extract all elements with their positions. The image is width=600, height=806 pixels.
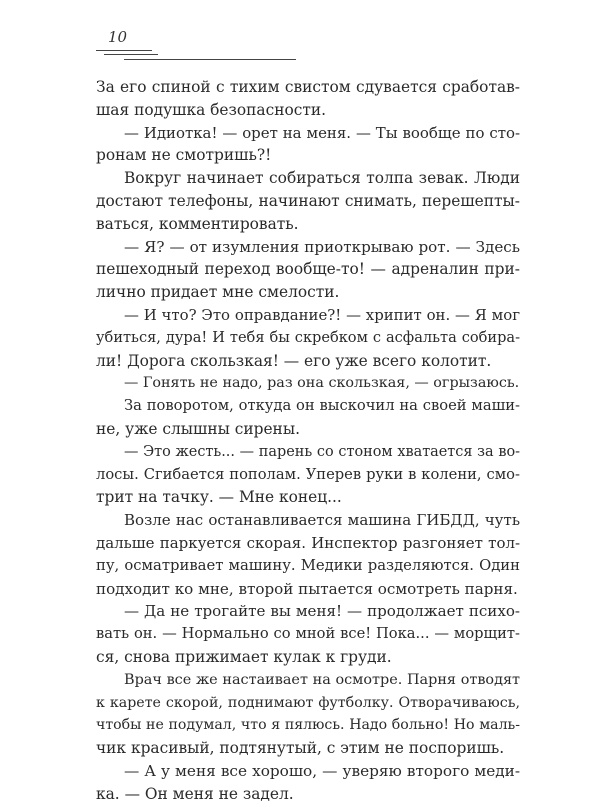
text-line: — Я? — от изумления приоткрываю рот. — Здесь — [124, 237, 520, 256]
header-rule — [124, 59, 296, 60]
text-line: не, уже слышны сирены. — [96, 419, 300, 438]
text-line: — Идиотка! — орет на меня. — Ты вообще по сто- — [124, 123, 520, 142]
page-number: 10 — [108, 28, 128, 46]
page-header — [0, 0, 600, 70]
text-line: — Гонять не надо, раз она скользкая, — огрызаюсь. — [124, 375, 520, 392]
text-line: — Это жесть... — парень со стоном хватается за во- — [124, 443, 520, 460]
text-line: ка. — Он меня не задел. — [96, 784, 294, 803]
text-line: пу, осматривает машину. Медики разделяются. Один — [96, 556, 520, 574]
text-line: Возле нас останавливается машина ГИБДД, чуть — [124, 511, 520, 530]
text-line: к карете скорой, поднимают футболку. Отворачиваюсь, — [96, 694, 520, 711]
text-line: Вокруг начинает собираться толпа зевак. Люди — [124, 169, 520, 188]
text-line: дальше паркуется скорая. Инспектор разгоняет тол- — [96, 533, 520, 552]
text-line: За его спиной с тихим свистом сдувается сработав- — [96, 78, 520, 96]
text-line: ронам не смотришь?! — [96, 146, 272, 165]
text-line: Врач все же настаивает на осмотре. Парня отводят — [124, 671, 520, 688]
text-line: трит на тачку. — Мне конец... — [96, 488, 342, 507]
text-line: убиться, дура! И тебя бы скребком с асфальта собира- — [96, 328, 520, 346]
text-line: чик красивый, подтянутый, с этим не поспоришь. — [96, 739, 505, 758]
text-line: чтобы не подумал, что я пялюсь. Надо больно! Но маль- — [96, 717, 520, 734]
text-line: лосы. Сгибается пополам. Уперев руки в колени, смо- — [96, 465, 520, 483]
text-line: лично придает мне смелости. — [96, 283, 340, 302]
text-line: ся, снова прижимает кулак к груди. — [96, 647, 392, 666]
text-line: ли! Дорога скользкая! — его уже всего колотит. — [96, 351, 492, 370]
text-line: шая подушка безопасности. — [96, 100, 327, 119]
text-line: — А у меня все хорошо, — уверяю второго меди- — [124, 761, 520, 780]
text-line: За поворотом, откуда он выскочил на своей маши- — [124, 397, 520, 415]
text-line: ваться, комментировать. — [96, 214, 299, 233]
text-line: пешеходный переход вообще-то! — адреналин при- — [96, 260, 520, 279]
text-line: — И что? Это оправдание?! — хрипит он. — Я мог — [124, 305, 520, 324]
body-text — [96, 76, 520, 806]
text-line: подходит ко мне, второй пытается осмотреть парня. — [96, 579, 518, 598]
text-line: — Да не трогайте вы меня! — продолжает психо- — [124, 602, 520, 621]
text-line: вать он. — Нормально со мной все! Пока... — морщит- — [96, 625, 520, 643]
header-rule — [104, 54, 158, 55]
text-line: достают телефоны, начинают снимать, перешепты- — [96, 191, 520, 210]
header-rule — [96, 50, 152, 51]
